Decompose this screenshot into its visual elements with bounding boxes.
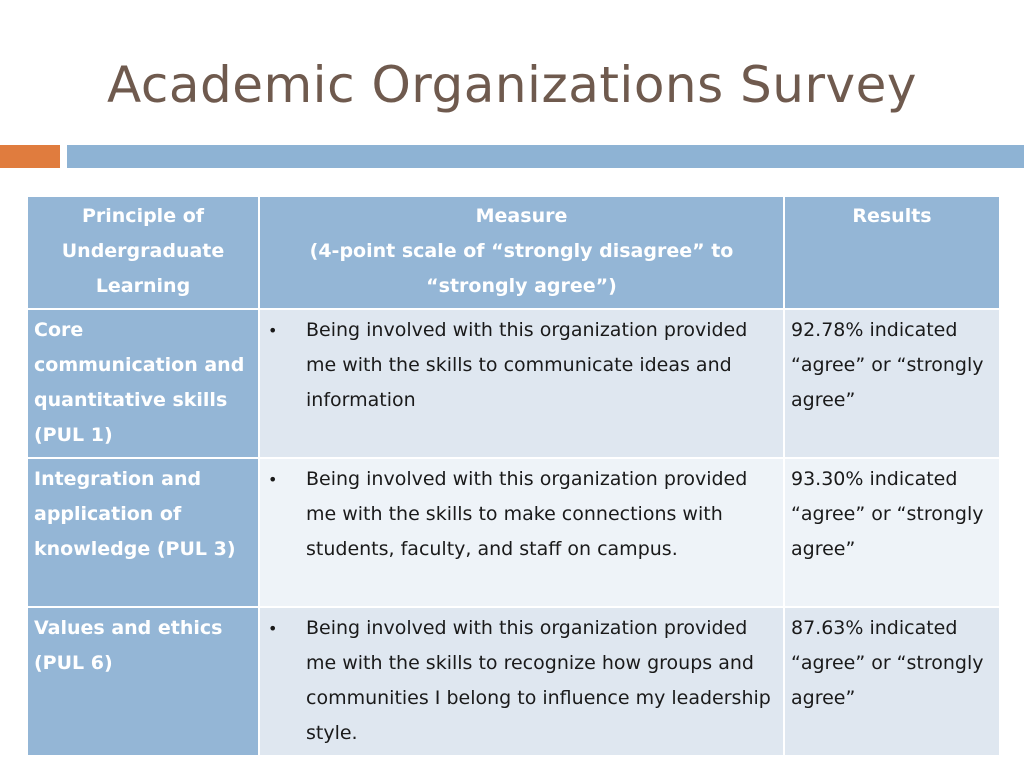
measure-cell bbox=[259, 607, 784, 756]
survey-table bbox=[26, 195, 1001, 757]
table-row bbox=[27, 607, 1000, 756]
header-measure-scale: (4-point scale of “strongly disagree” to “strongly agree”) bbox=[309, 240, 734, 297]
header-measure-title: Measure bbox=[475, 205, 568, 227]
header-results: Results bbox=[784, 196, 1000, 309]
principle-cell: Values and ethics (PUL 6) bbox=[27, 607, 259, 756]
principle-cell: Integration and application of knowledge (PUL 3) bbox=[27, 458, 259, 607]
header-principle: Principle of Undergraduate Learning bbox=[27, 196, 259, 309]
measure-cell bbox=[259, 309, 784, 458]
table-row bbox=[27, 309, 1000, 458]
measure-cell bbox=[259, 458, 784, 607]
result-cell: 87.63% indicated “agree” or “strongly agree” bbox=[784, 607, 1000, 756]
header-measure bbox=[259, 196, 784, 309]
bullet-icon: • bbox=[268, 470, 278, 489]
bullet-icon: • bbox=[268, 321, 278, 340]
result-cell: 93.30% indicated “agree” or “strongly agree” bbox=[784, 458, 1000, 607]
table-row bbox=[27, 458, 1000, 607]
slide-title: Academic Organizations Survey bbox=[107, 56, 917, 114]
bullet-icon: • bbox=[268, 619, 278, 638]
title-underline-bar bbox=[67, 145, 1024, 168]
measure-text: Being involved with this organization provided me with the skills to communicate ideas and information bbox=[306, 319, 748, 411]
accent-bar bbox=[0, 145, 60, 168]
principle-cell: Core communication and quantitative skills (PUL 1) bbox=[27, 309, 259, 458]
table-header-row bbox=[27, 196, 1000, 309]
measure-text: Being involved with this organization provided me with the skills to make connections with students, faculty, and staff on campus. bbox=[306, 468, 748, 560]
measure-text: Being involved with this organization provided me with the skills to recognize how groups and communities I belong to influence my leadership style. bbox=[306, 617, 771, 744]
result-cell: 92.78% indicated “agree” or “strongly agree” bbox=[784, 309, 1000, 458]
